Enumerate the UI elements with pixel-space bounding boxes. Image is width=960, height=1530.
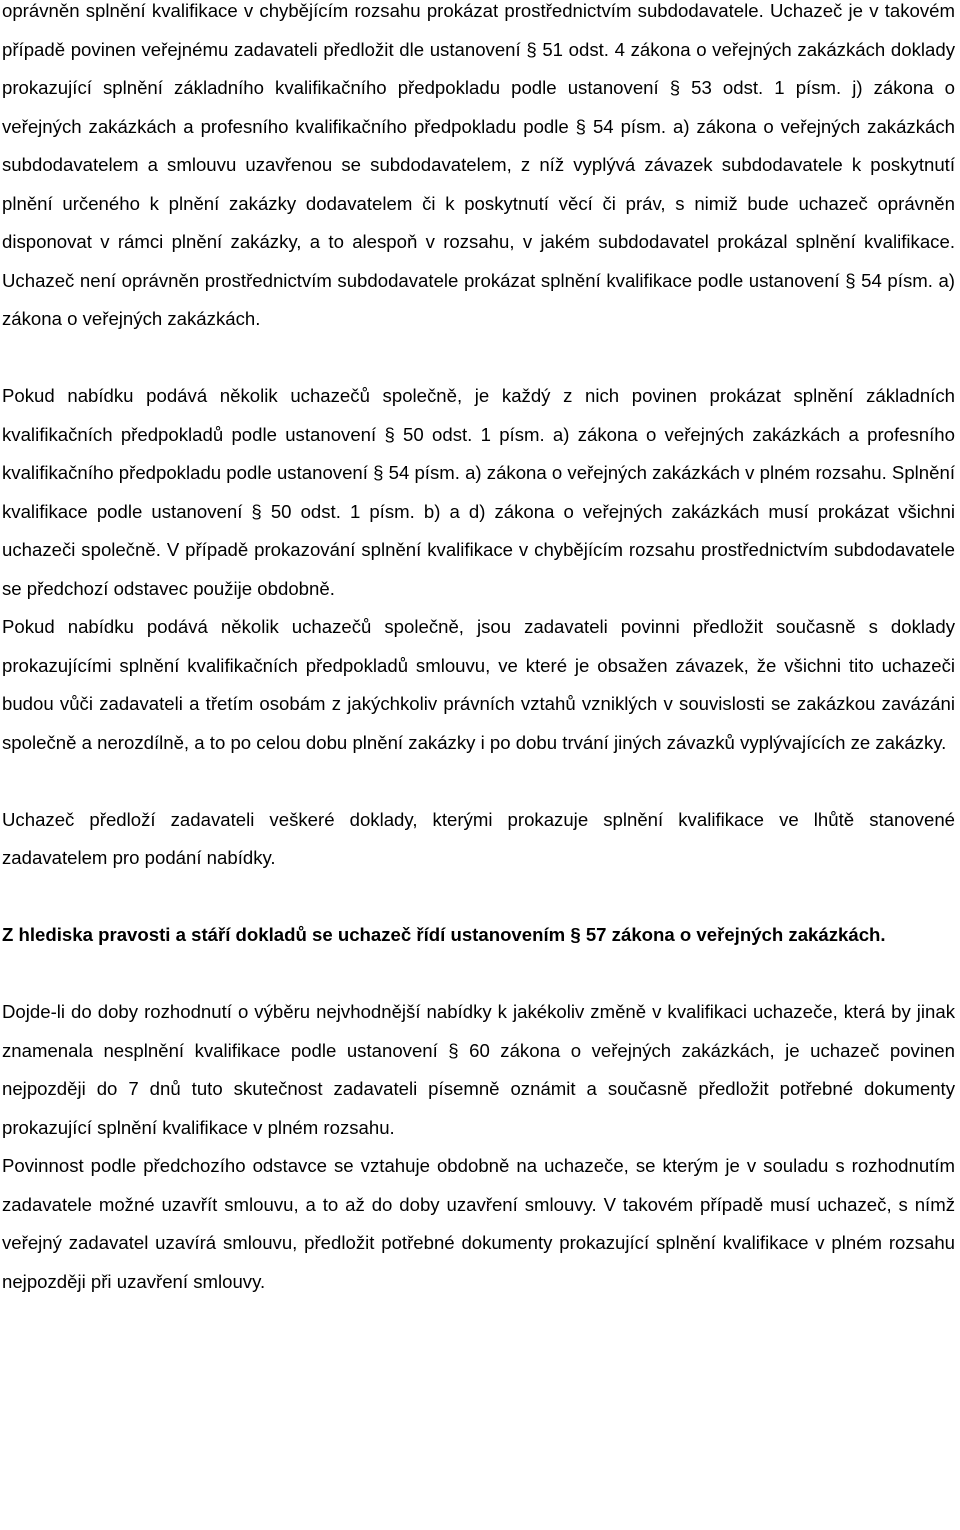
paragraph-spacer	[2, 339, 955, 378]
paragraph-submission-deadline: Uchazeč předloží zadavateli veškeré doklady, kterými prokazuje splnění kvalifikace ve lhůtě stanovené zadavatelem pro podání nabídky.	[2, 808, 955, 868]
document-page	[2, 0, 955, 1301]
paragraph-qualification-change: Dojde-li do doby rozhodnutí o výběru nejvhodnější nabídky k jakékoliv změně v kvalifikaci uchazeče, která by jinak znamenala nesplnění kvalifikace podle ustanovení § 60 zákona o veřejných zakázkách, je uchazeč povinen nejpozději do 7 dnů tuto skutečnost zadavateli písemně oznámit a současně předložit potřebné dokumenty prokazující splnění kvalifikace v plném rozsahu.	[2, 1001, 955, 1138]
paragraph-obligation-until-contract: Povinnost podle předchozího odstavce se vztahuje obdobně na uchazeče, se kterým je v souladu s rozhodnutím zadavatele možné uzavřít smlouvu, a to až do doby uzavření smlouvy. V takovém případě musí uchazeč, s nímž veřejný zadavatel uzavírá smlouvu, předložit potřebné dokumenty prokazující splnění kvalifikace v plném rozsahu nejpozději při uzavření smlouvy.	[2, 1155, 955, 1292]
paragraph-document-authenticity: Z hlediska pravosti a stáří dokladů se uchazeč řídí ustanovením § 57 zákona o veřejných zakázkách.	[2, 924, 886, 945]
paragraph-spacer	[2, 762, 955, 801]
paragraph-joint-bid-contract: Pokud nabídku podává několik uchazečů společně, jsou zadavateli povinni předložit současně s doklady prokazujícími splnění kvalifikačních předpokladů smlouvu, ve které je obsažen závazek, že všichni tito uchazeči budou vůči zadavateli a třetím osobám z jakýchkoliv právních vztahů vzniklých v souvislosti se zakázkou zavázáni společně a nerozdílně, a to po celou dobu plnění zakázky i po dobu trvání jiných závazků vyplývajících ze zakázky.	[2, 616, 955, 753]
paragraph-subcontractor-qualification: oprávněn splnění kvalifikace v chybějícím rozsahu prokázat prostřednictvím subdodavatele. Uchazeč je v takovém případě povinen veřejnému zadavateli předložit dle ustanovení § 51 odst. 4 zákona o veřejných zakázkách doklady prokazující splnění základního kvalifikačního předpokladu podle ustanovení § 53 odst. 1 písm. j) zákona o veřejných zakázkách a profesního kvalifikačního předpokladu podle § 54 písm. a) zákona o veřejných zakázkách subdodavatelem a smlouvu uzavřenou se subdodavatelem, z níž vyplývá závazek subdodavatele k poskytnutí plnění určeného k plnění zakázky dodavatelem či k poskytnutí věcí či práv, s nimiž bude uchazeč oprávněn disponovat v rámci plnění zakázky, a to alespoň v rozsahu, v jakém subdodavatel prokázal splnění kvalifikace. Uchazeč není oprávněn prostřednictvím subdodavatele prokázat splnění kvalifikace podle ustanovení § 54 písm. a) zákona o veřejných zakázkách.	[2, 0, 955, 329]
paragraph-joint-bid-qualification: Pokud nabídku podává několik uchazečů společně, je každý z nich povinen prokázat splnění základních kvalifikačních předpokladů podle ustanovení § 50 odst. 1 písm. a) zákona o veřejných zakázkách a profesního kvalifikačního předpokladu podle ustanovení § 54 písm. a) zákona o veřejných zakázkách v plném rozsahu. Splnění kvalifikace podle ustanovení § 50 odst. 1 písm. b) a d) zákona o veřejných zakázkách musí prokázat všichni uchazeči společně. V případě prokazování splnění kvalifikace v chybějícím rozsahu prostřednictvím subdodavatele se předchozí odstavec použije obdobně.	[2, 385, 955, 599]
paragraph-spacer	[2, 878, 955, 917]
paragraph-spacer	[2, 955, 955, 994]
